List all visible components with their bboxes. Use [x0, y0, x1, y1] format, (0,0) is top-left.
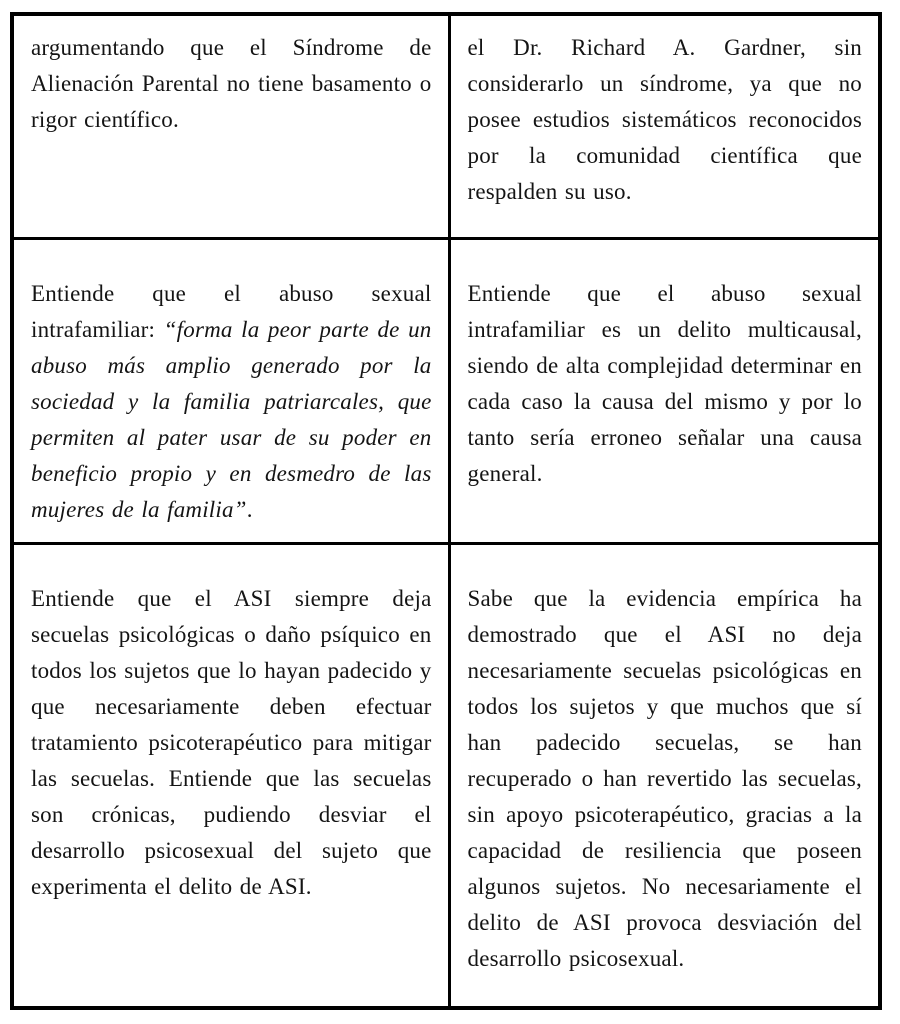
cell-text: argumentando que el Síndrome de Alienación Parental no tiene basamento o rigor científico. [31, 35, 432, 132]
cell-text-suffix: . [246, 496, 253, 522]
table-row [12, 238, 880, 543]
table-cell-right [449, 238, 880, 543]
cell-text: Entiende que el abuso sexual intrafamiliar es un delito multicausal, siendo de alta complejidad determinar en cada caso la causa del mismo y por lo tanto sería erroneo señalar una causa general. [467, 280, 862, 486]
table-cell-right [449, 14, 880, 238]
cell-text: Entiende que el ASI siempre deja secuelas psicológicas o daño psíquico en todos los sujetos que lo hayan padecido y que necesariamente deben efectuar tratamiento psicoterapéutico para mitigar las secuelas. Entiende que las secuelas son crónicas, pudiendo desviar el desarrollo psicosexual del sujeto que experimenta el delito de ASI. [31, 585, 432, 899]
table-row [12, 14, 880, 238]
table-cell-left [12, 238, 449, 543]
cell-text-prefix: Entiende que el abuso sexual intrafamiliar: [31, 280, 432, 342]
cell-text: el Dr. Richard A. Gardner, sin considerarlo un síndrome, ya que no posee estudios sistemáticos reconocidos por la comunidad científica que respalden su uso. [467, 35, 862, 204]
table-cell-right [449, 543, 880, 1008]
comparison-table [10, 12, 882, 1010]
cell-text-quote: “forma la peor parte de un abuso más amplio generado por la sociedad y la familia patriarcales, que permiten al pater usar de su poder en beneficio propio y en desmedro de las mujeres de la familia” [31, 316, 432, 522]
cell-text: Sabe que la evidencia empírica ha demostrado que el ASI no deja necesariamente secuelas psicológicas en todos los sujetos y que muchos que sí han padecido secuelas, se han recuperado o han revertido las secuelas, sin apoyo psicoterapéutico, gracias a la capacidad de resiliencia que poseen algunos sujetos. No necesariamente el delito de ASI provoca desviación del desarrollo psicosexual. [467, 585, 862, 971]
table-cell-left [12, 543, 449, 1008]
table-row [12, 543, 880, 1008]
table-cell-left [12, 14, 449, 238]
